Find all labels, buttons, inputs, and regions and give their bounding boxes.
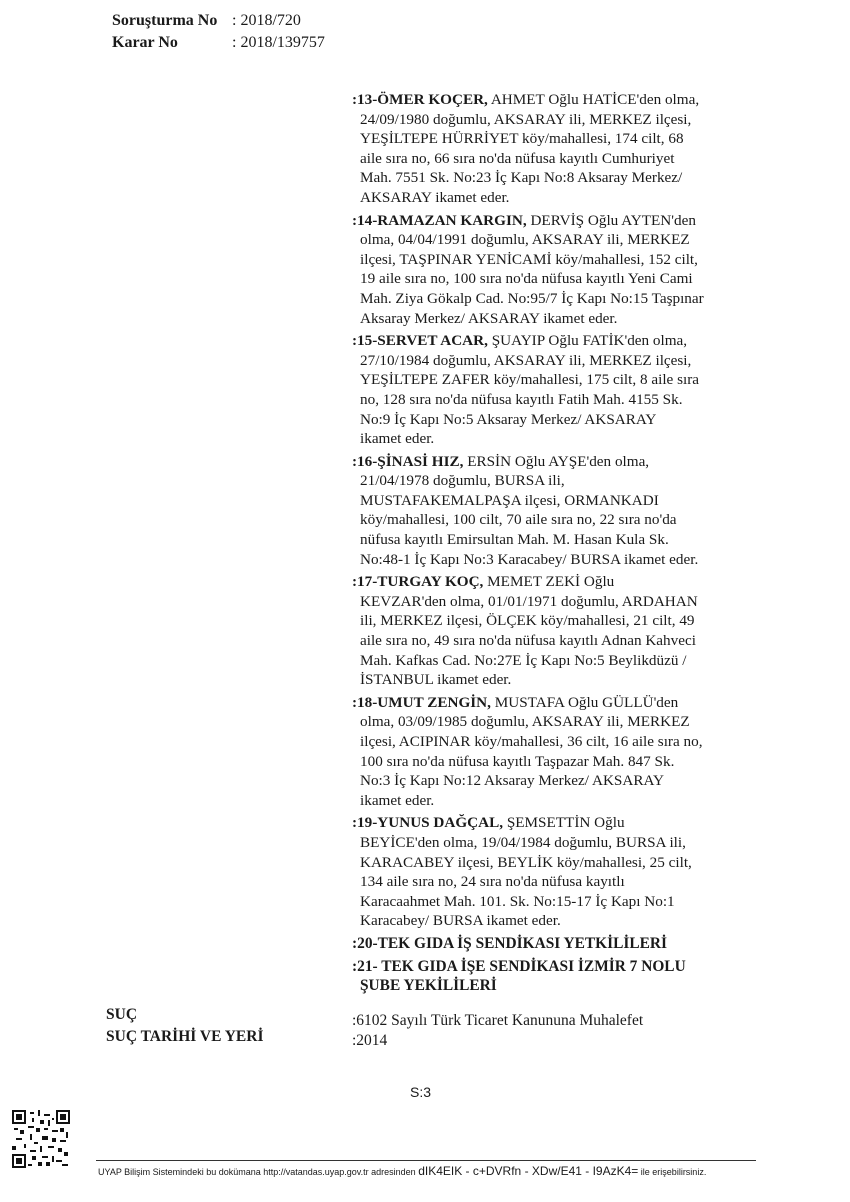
suspect-detail-line: nüfusa kayıtlı Emirsultan Mah. M. Hasan Kula Sk. xyxy=(360,531,669,549)
suspect-detail-line: AKSARAY ikamet eder. xyxy=(360,188,510,206)
investigation-number-value: : 2018/720 xyxy=(232,12,301,29)
suspect-detail-line: ikamet eder. xyxy=(360,791,435,809)
suspect-detail-line: aile sıra no, 66 sıra no'da nüfusa kayıtlı Cumhuriyet xyxy=(360,149,675,167)
suspect-detail-line: KEVZAR'den olma, 01/01/1971 doğumlu, ARDAHAN xyxy=(360,592,698,610)
suspect-detail-line: Karacaahmet Mah. 101. Sk. No:15-17 İç Kapı No:1 xyxy=(360,892,675,910)
suspect-entry xyxy=(352,211,744,329)
suspect-detail-line: No:3 İç Kapı No:12 Aksaray Merkez/ AKSARAY xyxy=(360,772,664,790)
suspect-detail-line: YEŞİLTEPE HÜRRİYET köy/mahallesi, 174 cilt, 68 xyxy=(360,130,684,148)
suspect-name: :13-ÖMER KOÇER, xyxy=(352,91,488,108)
suspect-detail-line: ilçesi, TAŞPINAR YENİCAMİ köy/mahallesi, 152 cilt, xyxy=(360,250,698,268)
page-number: S:3 xyxy=(410,1084,432,1100)
suspect-detail-line: MUSTAFAKEMALPAŞA ilçesi, ORMANKADI xyxy=(360,491,659,509)
suspect-entry xyxy=(352,693,744,811)
suspect-detail-line: BEYİCE'den olma, 19/04/1984 doğumlu, BURSA ili, xyxy=(360,833,686,851)
suspect-detail-line: 21/04/1978 doğumlu, BURSA ili, xyxy=(360,472,565,490)
suspect-name: :15-SERVET ACAR, xyxy=(352,332,488,350)
crime-value: :6102 Sayılı Türk Ticaret Kanununa Muhalefet xyxy=(352,1012,644,1029)
suspect-name: :18-UMUT ZENGİN, xyxy=(352,693,491,711)
footer-code: dIK4EIK - c+DVRfn - XDw/E41 - I9AzK4= xyxy=(418,1164,639,1178)
suspect-detail-line: köy/mahallesi, 100 cilt, 70 aile sıra no, 22 sıra no'da xyxy=(360,511,677,529)
suspect-name: :16-ŞİNASİ HIZ, xyxy=(352,452,464,470)
qr-code-icon xyxy=(12,1110,70,1168)
suspect-detail-line: AHMET Oğlu HATİCE'den olma, xyxy=(490,91,700,108)
suspect-entry xyxy=(352,813,744,931)
suspect-detail-line: No:9 İç Kapı No:5 Aksaray Merkez/ AKSARAY xyxy=(360,410,657,428)
footer-divider xyxy=(96,1160,756,1161)
suspect-detail-line: MEMET ZEKİ Oğlu xyxy=(487,573,615,591)
suspect-detail-line: Aksaray Merkez/ AKSARAY ikamet eder. xyxy=(360,309,618,327)
footer-verification xyxy=(98,1164,706,1178)
document-header xyxy=(112,10,325,54)
suspect-name: :19-YUNUS DAĞÇAL, xyxy=(352,814,504,832)
suspect-detail-line: KARACABEY ilçesi, BEYLİK köy/mahallesi, 25 cilt, xyxy=(360,853,692,871)
suspect-detail-line: olma, 04/04/1991 doğumlu, AKSARAY ili, MERKEZ xyxy=(360,231,690,249)
suspect-detail-line: 100 sıra no'da nüfusa kayıtlı Taşpazar Mah. 847 Sk. xyxy=(360,752,675,770)
suspect-detail-line: ikamet eder. xyxy=(360,430,435,448)
suspect-detail-line: 19 aile sıra no, 100 sıra no'da nüfusa kayıtlı Yeni Cami xyxy=(360,270,693,288)
footer-suffix: ile erişebilirsiniz. xyxy=(640,1167,707,1177)
suspect-detail-line: Karacabey/ BURSA ikamet eder. xyxy=(360,912,561,930)
suspect-entry xyxy=(352,331,744,449)
suspect-name: :14-RAMAZAN KARGIN, xyxy=(352,211,527,229)
suspect-detail-line: olma, 03/09/1985 doğumlu, AKSARAY ili, MERKEZ xyxy=(360,713,690,731)
suspect-list xyxy=(352,90,744,996)
organization-21-cont: ŞUBE YEKİLİLERİ xyxy=(360,977,497,995)
suspect-detail-line: ilçesi, ACIPINAR köy/mahallesi, 36 cilt, 16 aile sıra no, xyxy=(360,733,703,750)
suspect-detail-line: Mah. Kafkas Cad. No:27E İç Kapı No:5 Beylikdüzü / xyxy=(360,651,687,669)
suspect-entry xyxy=(352,572,744,690)
suspect-detail-line: İSTANBUL ikamet eder. xyxy=(360,671,512,689)
suspect-detail-line: ŞUAYIP Oğlu FATİK'den olma, xyxy=(491,332,688,350)
suspect-detail-line: no, 128 sıra no'da nüfusa kayıtlı Fatih Mah. 4155 Sk. xyxy=(360,390,683,408)
suspect-detail-line: 27/10/1984 doğumlu, AKSARAY ili, MERKEZ ilçesi, xyxy=(360,351,692,369)
organization-21: :21- TEK GIDA İŞE SENDİKASI İZMİR 7 NOLU xyxy=(352,957,686,975)
crime-date-label: SUÇ TARİHİ VE YERİ xyxy=(106,1028,264,1045)
suspect-detail-line: MUSTAFA Oğlu GÜLLÜ'den xyxy=(494,693,679,711)
suspect-entry xyxy=(352,90,744,208)
footer-text: UYAP Bilişim Sistemindeki bu dokümana http://vatandas.uyap.gov.tr adresinden xyxy=(98,1167,416,1177)
suspect-detail-line: Mah. 7551 Sk. No:23 İç Kapı No:8 Aksaray Merkez/ xyxy=(360,169,683,187)
suspect-name: :17-TURGAY KOÇ, xyxy=(352,573,484,591)
organization-20: :20-TEK GIDA İŞ SENDİKASI YETKİLİLERİ xyxy=(352,934,668,952)
decision-number-label: Karar No xyxy=(112,34,178,51)
crime-date-value: :2014 xyxy=(352,1032,388,1049)
suspect-entry xyxy=(352,452,744,570)
decision-number-value: : 2018/139757 xyxy=(232,34,325,51)
crime-label: SUÇ xyxy=(106,1006,138,1023)
suspect-detail-line: aile sıra no, 49 sıra no'da nüfusa kayıtlı Adnan Kahveci xyxy=(360,632,696,650)
suspect-detail-line: ili, MERKEZ ilçesi, ÖLÇEK köy/mahallesi, 21 cilt, 49 xyxy=(360,612,695,630)
suspect-detail-line: No:48-1 İç Kapı No:3 Karacabey/ BURSA ikamet eder. xyxy=(360,550,699,568)
suspect-detail-line: 24/09/1980 doğumlu, AKSARAY ili, MERKEZ ilçesi, xyxy=(360,110,692,128)
investigation-number-label: Soruşturma No xyxy=(112,12,218,29)
suspect-detail-line: 134 aile sıra no, 24 sıra no'da nüfusa kayıtlı xyxy=(360,873,625,891)
suspect-detail-line: DERVİŞ Oğlu AYTEN'den xyxy=(530,211,696,229)
suspect-detail-line: ŞEMSETTİN Oğlu xyxy=(506,814,625,832)
suspect-detail-line: YEŞİLTEPE ZAFER köy/mahallesi, 175 cilt, 8 aile sıra xyxy=(360,371,700,389)
suspect-detail-line: ERSİN Oğlu AYŞE'den olma, xyxy=(467,452,650,470)
suspect-detail-line: Mah. Ziya Gökalp Cad. No:95/7 İç Kapı No:15 Taşpınar xyxy=(360,289,704,307)
